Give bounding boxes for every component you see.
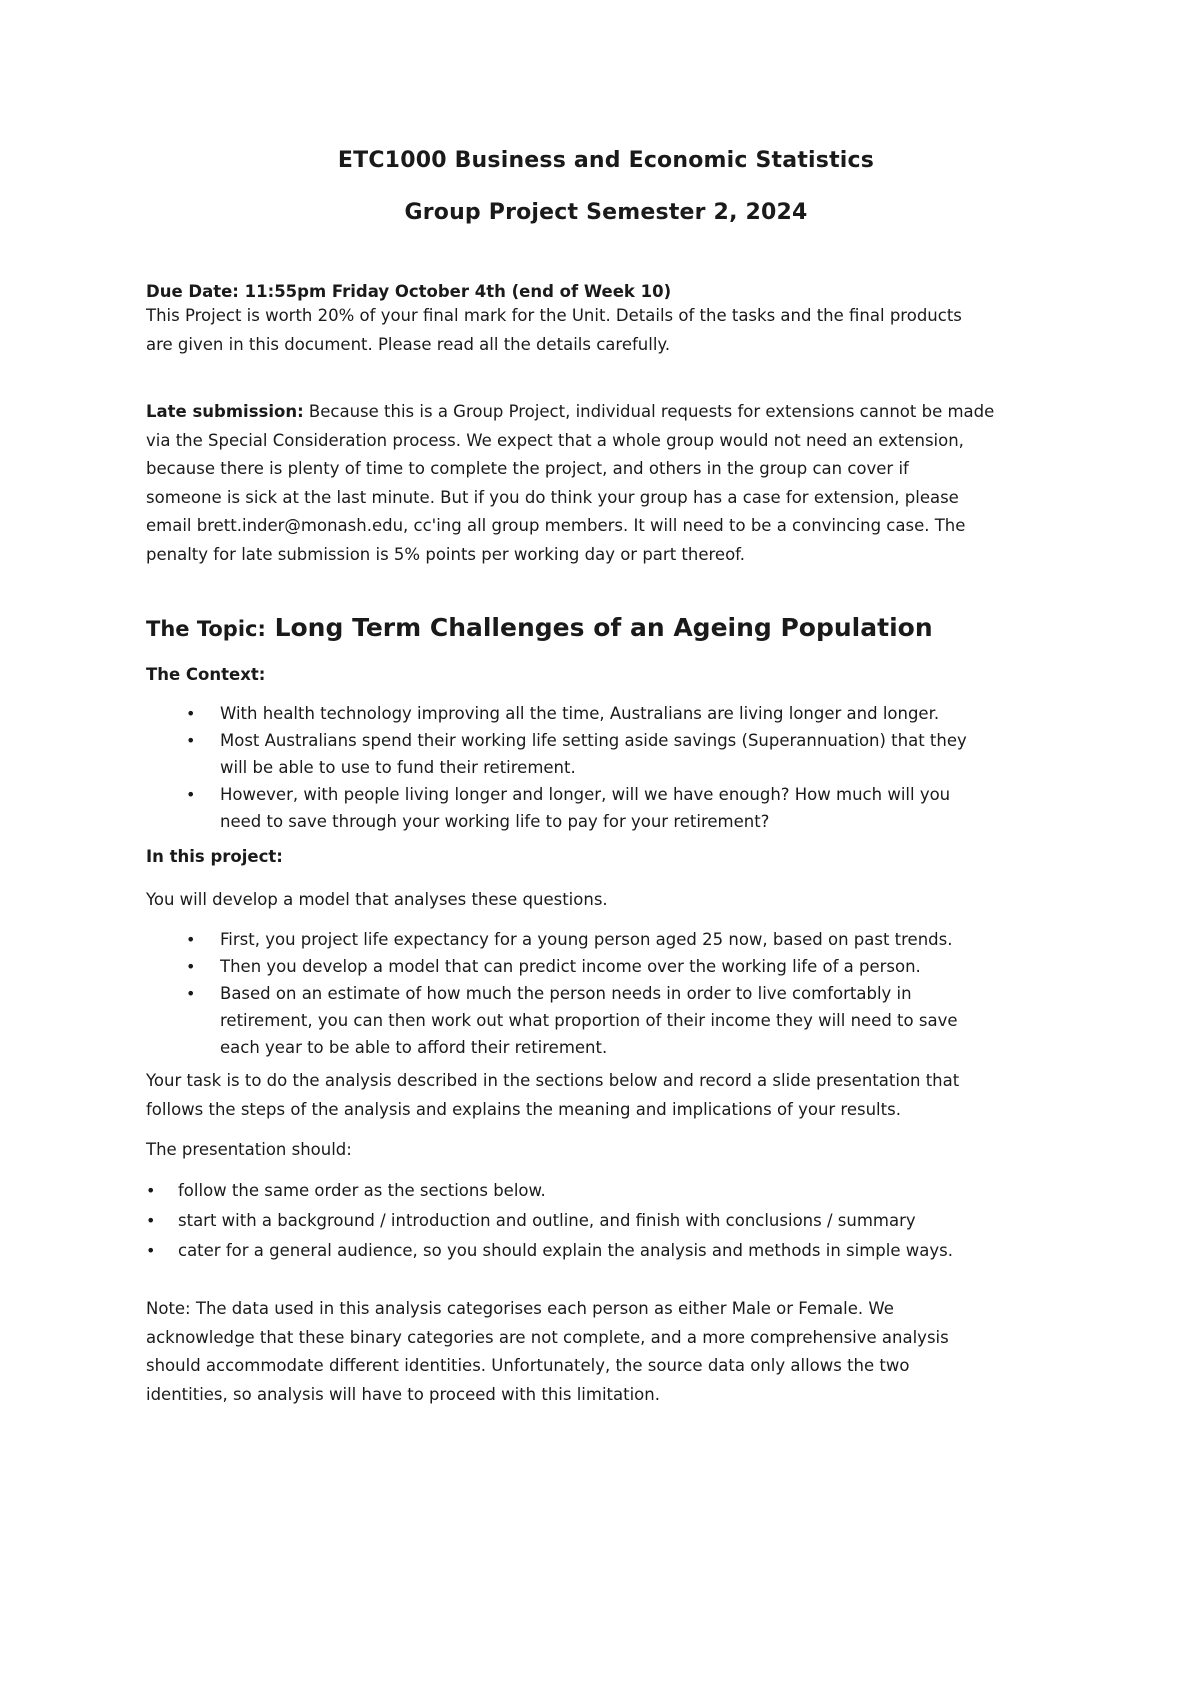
late-line: email brett.inder@monash.edu, cc'ing all group members. It will need to be a convincing case. The xyxy=(146,516,966,535)
bullet-icon: • xyxy=(186,930,196,949)
task-paragraph xyxy=(146,1067,1066,1124)
note-line: Note: The data used in this analysis categorises each person as either Male or Female. We xyxy=(146,1299,894,1318)
presentation-heading: The presentation should: xyxy=(146,1140,352,1159)
context-bullet: • However, with people living longer and longer, will we have enough? How much will you need to save through your working life to pay for your retirement? xyxy=(146,781,1066,835)
note-line: acknowledge that these binary categories are not complete, and a more comprehensive analysis xyxy=(146,1327,949,1347)
note-line: should accommodate different identities. Unfortunately, the source data only allows the two xyxy=(146,1356,910,1375)
intro-line: are given in this document. Please read all the details carefully. xyxy=(146,334,671,354)
project-heading: In this project: xyxy=(146,847,283,866)
project-bullet: • Then you develop a model that can predict income over the working life of a person. xyxy=(146,953,1066,980)
bullet-icon: • xyxy=(186,984,196,1003)
document-subtitle: Group Project Semester 2, 2024 xyxy=(404,200,808,225)
topic-title: Long Term Challenges of an Ageing Population xyxy=(265,613,933,642)
context-heading: The Context: xyxy=(146,665,266,684)
context-bullet-list xyxy=(146,700,1066,835)
document-title: ETC1000 Business and Economic Statistics xyxy=(337,148,875,173)
bullet-icon: • xyxy=(186,957,196,976)
context-bullet: • With health technology improving all the time, Australians are living longer and longer. xyxy=(146,700,1066,727)
late-line: via the Special Consideration process. We expect that a whole group would not need an extension, xyxy=(146,430,964,450)
project-bullet: • Based on an estimate of how much the person needs in order to live comfortably in retirement, you can then work out what proportion of their income they will need to save each year to be able to afford their retirement. xyxy=(146,980,1066,1061)
task-line: Your task is to do the analysis described in the sections below and record a slide presentation that xyxy=(146,1071,960,1090)
project-intro: You will develop a model that analyses these questions. xyxy=(146,890,608,909)
bullet-icon: • xyxy=(186,731,196,750)
late-first-line xyxy=(146,398,1066,427)
due-date: Due Date: 11:55pm Friday October 4th (end of Week 10) xyxy=(146,282,672,301)
bullet-icon: • xyxy=(186,785,196,804)
project-bullet: • First, you project life expectancy for a young person aged 25 now, based on past trends. xyxy=(146,926,1066,953)
presentation-bullet: • cater for a general audience, so you should explain the analysis and methods in simple ways. xyxy=(146,1236,1066,1266)
late-line: someone is sick at the last minute. But if you do think your group has a case for extension, please xyxy=(146,487,959,507)
bullet-icon: • xyxy=(146,1181,156,1200)
bullet-icon: • xyxy=(186,704,196,723)
late-first-line-text: Because this is a Group Project, individual requests for extensions cannot be made xyxy=(303,402,995,421)
task-line: follows the steps of the analysis and explains the meaning and implications of your results. xyxy=(146,1099,901,1119)
presentation-bullet-list xyxy=(146,1176,1066,1266)
presentation-bullet: • follow the same order as the sections below. xyxy=(146,1176,1066,1206)
late-submission-paragraph xyxy=(146,398,1066,569)
bullet-icon: • xyxy=(146,1241,156,1260)
intro-paragraph xyxy=(146,302,1066,359)
presentation-bullet: • start with a background / introduction and outline, and finish with conclusions / summary xyxy=(146,1206,1066,1236)
note-paragraph xyxy=(146,1295,1066,1409)
bullet-icon: • xyxy=(146,1211,156,1230)
note-line: identities, so analysis will have to proceed with this limitation. xyxy=(146,1384,660,1404)
late-line: penalty for late submission is 5% points per working day or part thereof. xyxy=(146,544,746,564)
topic-heading xyxy=(146,611,933,646)
late-submission-label: Late submission: xyxy=(146,402,304,421)
late-line: because there is plenty of time to complete the project, and others in the group can cover if xyxy=(146,459,909,478)
topic-label: The Topic: xyxy=(146,617,266,641)
intro-line: This Project is worth 20% of your final mark for the Unit. Details of the tasks and the final products xyxy=(146,306,962,325)
context-bullet: • Most Australians spend their working life setting aside savings (Superannuation) that they will be able to use to fund their retirement. xyxy=(146,727,1066,781)
project-bullet-list xyxy=(146,926,1066,1061)
